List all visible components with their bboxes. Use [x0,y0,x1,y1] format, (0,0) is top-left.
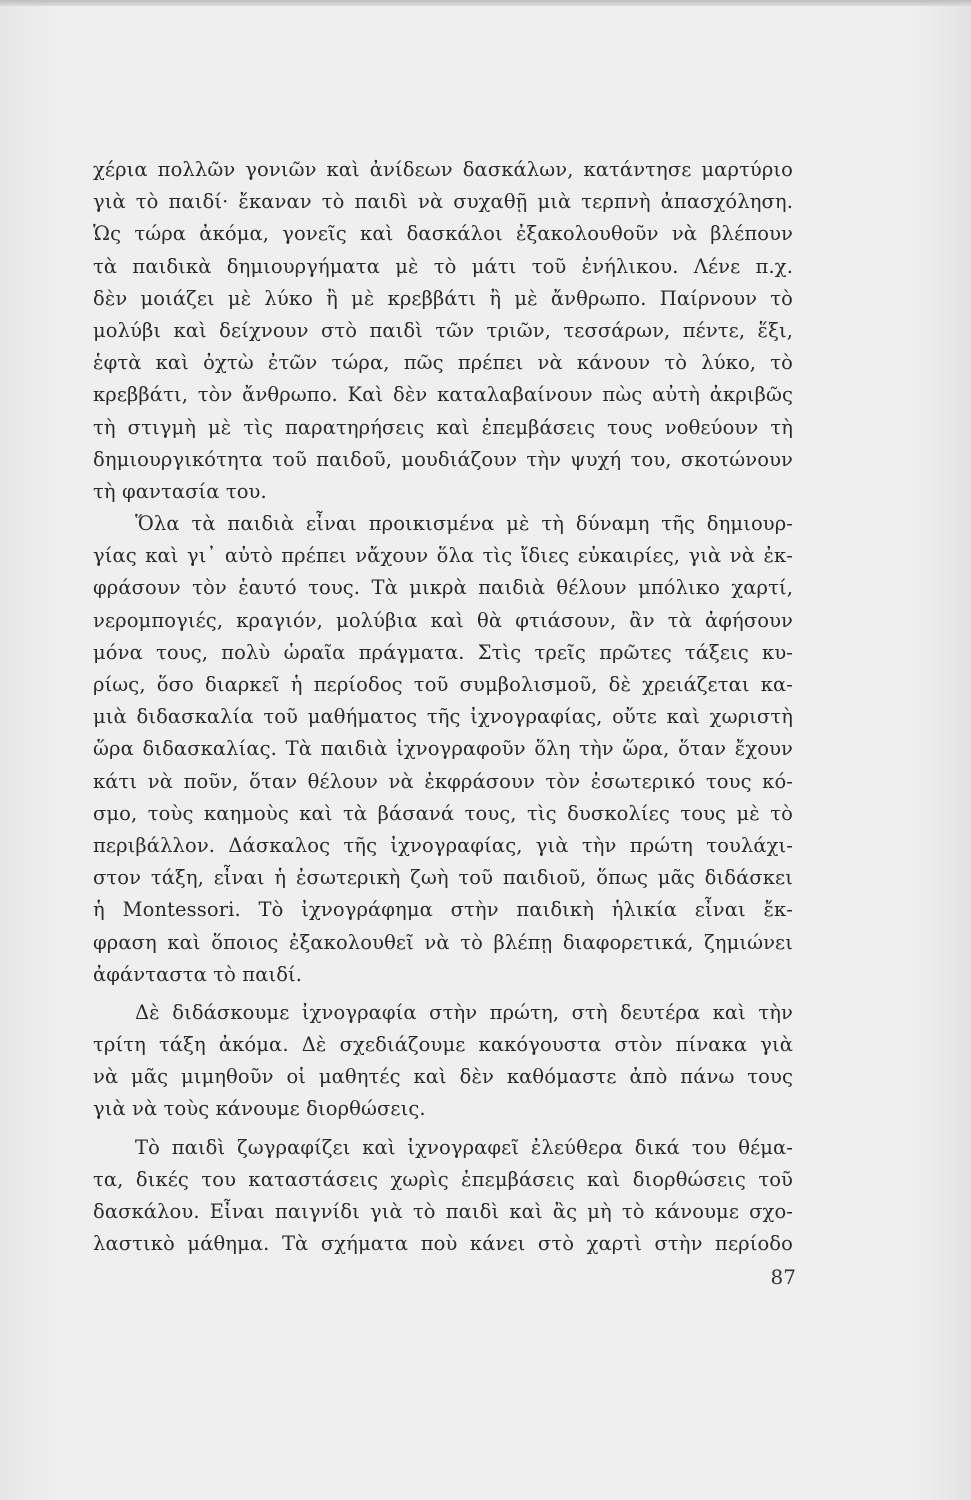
text-line: φράσουν τὸν ἑαυτό τους. Τὰ μικρὰ παιδιὰ θέλουν μπόλικο χαρτί, [93,576,793,600]
text-line: στον τάξη, εἶναι ἡ ἐσωτερικὴ ζωὴ τοῦ παιδιοῦ, ὅπως μᾶς διδάσκει [93,866,793,890]
text-line: ὥρα διδασκαλίας. Τὰ παιδιὰ ἰχνογραφοῦν ὅλη τὴν ὥρα, ὅταν ἔχουν [93,737,793,761]
page-number: 87 [770,1265,796,1289]
text-line: κρεββάτι, τὸν ἄνθρωπο. Καὶ δὲν καταλαβαίνουν πὼς αὐτὴ ἀκριβῶς [93,383,793,407]
text-line: μολύβι καὶ δείχνουν στὸ παιδὶ τῶν τριῶν, τεσσάρων, πέντε, ἕξι, [93,318,793,342]
text-line: γιὰ τὸ παιδί· ἔκαναν τὸ παιδὶ νὰ συχαθῇ μιὰ τερπνὴ ἀπασχόληση. [93,190,793,214]
text-line: δημιουργικότητα τοῦ παιδοῦ, μουδιάζουν τὴν ψυχή του, σκοτώνουν [93,447,793,471]
text-line: περιβάλλον. Δάσκαλος τῆς ἰχνογραφίας, γιὰ τὴν πρώτη τουλάχι- [93,833,793,857]
text-line: νερομπογιές, κραγιόν, μολύβια καὶ θὰ φτιάσουν, ἂν τὰ ἀφήσουν [93,608,793,632]
text-line: ἑφτὰ καὶ ὀχτὼ ἐτῶν τώρα, πῶς πρέπει νὰ κάνουν τὸ λύκο, τὸ [93,351,793,375]
text-line: σμο, τοὺς καημοὺς καὶ τὰ βάσανά τους, τὶς δυσκολίες τους μὲ τὸ [93,801,793,825]
text-line: ἡ Montessori. Τὸ ἰχνογράφημα στὴν παιδικὴ ἡλικία εἶναι ἔκ- [93,898,793,922]
paragraph-start: Δὲ διδάσκουμε ἰχνογραφία στὴν πρώτη, στὴ δευτέρα καὶ τὴν [135,1000,793,1024]
text-line: γιὰ νὰ τοὺς κάνουμε διορθώσεις. [93,1097,426,1121]
text-line: μόνα τους, πολὺ ὡραῖα πράγματα. Στὶς τρεῖς πρῶτες τάξεις κυ- [93,640,793,664]
text-line: Ὡς τώρα ἀκόμα, γονεῖς καὶ δασκάλοι ἐξακολουθοῦν νὰ βλέπουν [93,222,793,246]
page-top-edge [0,0,971,6]
text-line: ρίως, ὅσο διαρκεῖ ἡ περίοδος τοῦ συμβολισμοῦ, δὲ χρειάζεται κα- [93,673,793,696]
text-line: χέρια πολλῶν γονιῶν καὶ ἀνίδεων δασκάλων, κατάντησε μαρτύριο [93,158,793,181]
text-line: φραση καὶ ὅποιος ἐξακολουθεῖ νὰ τὸ βλέπῃ διαφορετικά, ζημιώνει [93,930,793,954]
text-line: τα, δικές του καταστάσεις χωρὶς ἐπεμβάσεις καὶ διορθώσεις τοῦ [93,1167,793,1191]
text-line: δασκάλου. Εἶναι παιγνίδι γιὰ τὸ παιδὶ καὶ ἂς μὴ τὸ κάνουμε σχο- [93,1200,793,1223]
text-line: κάτι νὰ ποῦν, ὅταν θέλουν νὰ ἐκφράσουν τὸν ἐσωτερικό τους κό- [93,769,793,793]
body-text [93,154,793,1260]
text-line: τρίτη τάξη ἀκόμα. Δὲ σχεδιάζουμε κακόγουστα στὸν πίνακα γιὰ [93,1033,793,1057]
text-line: λαστικὸ μάθημα. Τὰ σχήματα ποὺ κάνει στὸ χαρτὶ στὴν περίοδο [93,1232,793,1256]
text-line: τὴ στιγμὴ μὲ τὶς παρατηρήσεις καὶ ἐπεμβάσεις τους νοθεύουν τὴ [93,415,793,439]
text-line: δὲν μοιάζει μὲ λύκο ἢ μὲ κρεββάτι ἢ μὲ ἄνθρωπο. Παίρνουν τὸ [93,286,793,310]
text-line: γίας καὶ γι᾿ αὐτὸ πρέπει νἄχουν ὅλα τὶς ἴδιες εὐκαιρίες, γιὰ νὰ ἐκ- [93,544,793,568]
paragraph-start: Ὅλα τὰ παιδιὰ εἶναι προικισμένα μὲ τὴ δύναμη τῆς δημιουρ- [135,512,793,536]
text-line: μιὰ διδασκαλία τοῦ μαθήματος τῆς ἰχνογραφίας, οὔτε καὶ χωριστὴ [93,705,793,729]
text-line: τὴ φαντασία του. [93,479,267,503]
text-line: ἀφάνταστα τὸ παιδί. [93,962,303,986]
text-line: νὰ μᾶς μιμηθοῦν οἱ μαθητές καὶ δὲν καθόμαστε ἀπὸ πάνω τους [93,1065,793,1089]
text-line: τὰ παιδικὰ δημιουργήματα μὲ τὸ μάτι τοῦ ἐνήλικου. Λένε π.χ. [93,254,793,278]
paragraph-start: Τὸ παιδὶ ζωγραφίζει καὶ ἰχνογραφεῖ ἐλεύθερα δικά του θέμα- [135,1135,793,1159]
